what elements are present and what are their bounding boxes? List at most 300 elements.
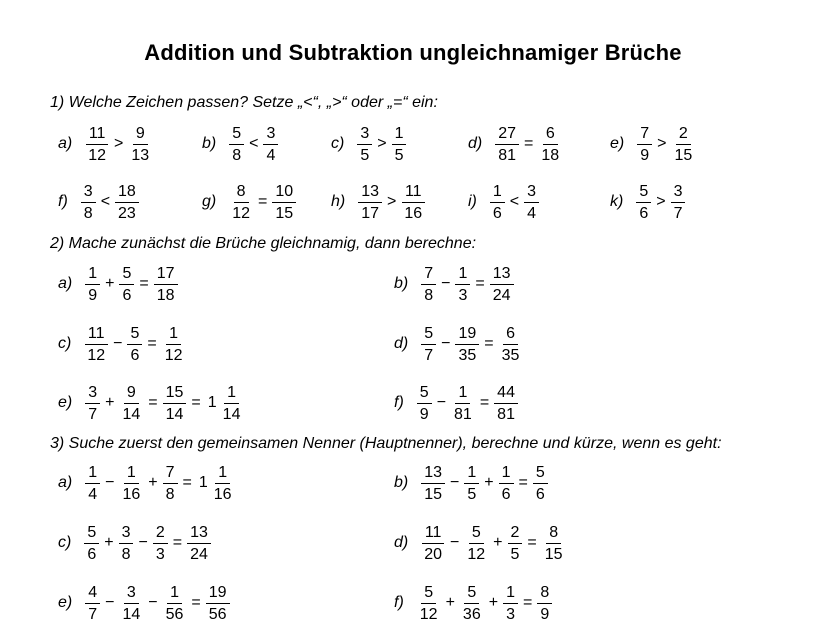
task-1-prompt: 1) Welche Zeichen passen? Setze „<“, „>“ oder „=“ ein: xyxy=(50,94,438,111)
operator-sign: − xyxy=(105,594,115,611)
fraction-denominator: 3 xyxy=(506,605,515,623)
fraction-numerator: 5 xyxy=(119,264,134,285)
q2-item-d xyxy=(394,322,523,366)
fraction-numerator: 5 xyxy=(421,324,436,345)
fraction-denominator: 5 xyxy=(510,545,520,563)
operator-sign: = xyxy=(148,394,158,411)
fraction-denominator: 15 xyxy=(544,545,563,563)
operator-sign: < xyxy=(100,193,111,210)
fraction xyxy=(263,124,278,165)
fraction-denominator: 12 xyxy=(164,346,183,364)
fraction-expression xyxy=(420,463,549,504)
fraction-denominator: 9 xyxy=(540,605,550,623)
fraction-numerator: 5 xyxy=(533,463,548,484)
fraction xyxy=(464,463,479,504)
fraction-numerator: 10 xyxy=(272,182,296,203)
fraction xyxy=(455,324,479,365)
fraction xyxy=(499,324,523,365)
operator-sign: = xyxy=(139,275,149,292)
fraction xyxy=(127,324,142,365)
fraction xyxy=(163,463,178,504)
fraction-denominator: 18 xyxy=(156,286,175,304)
fraction-numerator: 1 xyxy=(392,124,407,145)
fraction xyxy=(533,463,548,504)
fraction-denominator: 6 xyxy=(492,204,502,222)
fraction xyxy=(357,124,372,165)
fraction-denominator: 8 xyxy=(165,485,175,503)
fraction-numerator: 11 xyxy=(402,182,425,203)
fraction xyxy=(85,264,100,305)
operator-sign: = xyxy=(522,594,533,611)
fraction-denominator: 15 xyxy=(424,485,443,503)
fraction xyxy=(455,264,470,305)
fraction xyxy=(495,124,519,165)
fraction-expression xyxy=(420,324,523,365)
fraction-numerator: 1 xyxy=(455,264,470,285)
fraction-numerator: 11 xyxy=(422,523,445,544)
q1-item-d xyxy=(468,122,563,166)
fraction-numerator: 8 xyxy=(537,583,552,604)
task-2-prompt: 2) Mache zunächst die Brüche gleichnamig, dann berechne: xyxy=(50,235,477,252)
q1-item-g xyxy=(202,180,297,224)
item-label: b) xyxy=(202,135,217,152)
q2-item-c xyxy=(58,322,187,366)
fraction-denominator: 14 xyxy=(122,605,141,623)
operator-sign: − xyxy=(441,275,451,292)
fraction-denominator: 14 xyxy=(222,405,241,423)
fraction-denominator: 12 xyxy=(87,346,106,364)
operator-sign: − xyxy=(148,594,158,611)
operator-sign: + xyxy=(105,394,115,411)
fraction-numerator: 8 xyxy=(546,523,561,544)
fraction-denominator: 23 xyxy=(118,204,136,222)
fraction-denominator: 12 xyxy=(232,204,251,222)
fraction xyxy=(392,124,407,165)
q3-item-d xyxy=(394,521,567,565)
fraction xyxy=(417,583,441,624)
fraction xyxy=(128,124,152,165)
q2-item-e xyxy=(58,381,244,425)
fraction-numerator: 9 xyxy=(124,383,139,404)
fraction xyxy=(81,182,96,223)
item-label: i) xyxy=(468,193,477,210)
fraction xyxy=(163,583,187,624)
operator-sign: − xyxy=(138,534,148,551)
fraction-numerator: 18 xyxy=(115,182,139,203)
fraction-numerator: 13 xyxy=(187,523,211,544)
fraction-expression xyxy=(84,463,235,504)
fraction xyxy=(220,383,244,424)
fraction-denominator: 17 xyxy=(361,204,380,222)
fraction-numerator: 5 xyxy=(84,523,99,544)
fraction-numerator: 2 xyxy=(508,523,523,544)
q1-item-i xyxy=(468,180,540,224)
fraction xyxy=(417,383,432,424)
fraction-denominator: 24 xyxy=(492,286,511,304)
item-label: a) xyxy=(58,275,73,292)
fraction-denominator: 6 xyxy=(501,485,511,503)
fraction-numerator: 5 xyxy=(636,182,651,203)
fraction xyxy=(85,383,100,424)
fraction-expression xyxy=(84,383,244,424)
fraction-denominator: 6 xyxy=(535,485,545,503)
operator-sign: = xyxy=(182,474,192,491)
operator-sign: − xyxy=(105,474,115,491)
fraction-expression xyxy=(356,124,407,165)
fraction-numerator: 11 xyxy=(85,324,108,345)
q1-item-a xyxy=(58,122,153,166)
item-label: f) xyxy=(394,394,404,411)
fraction xyxy=(84,324,108,365)
fraction-denominator: 7 xyxy=(88,605,98,623)
fraction xyxy=(490,264,514,305)
fraction-numerator: 15 xyxy=(163,383,187,404)
fraction-denominator: 6 xyxy=(122,286,132,304)
fraction xyxy=(451,383,475,424)
fraction-denominator: 4 xyxy=(266,146,276,164)
fraction xyxy=(206,583,230,624)
item-label: d) xyxy=(394,534,409,551)
fraction-denominator: 5 xyxy=(394,146,404,164)
fraction-numerator: 5 xyxy=(421,583,436,604)
operator-sign: + xyxy=(148,474,158,491)
fraction xyxy=(115,182,139,223)
operator-sign: = xyxy=(479,394,490,411)
fraction-numerator: 3 xyxy=(81,182,96,203)
fraction xyxy=(229,182,253,223)
q2-item-b xyxy=(394,262,515,306)
fraction-expression xyxy=(84,583,230,624)
operator-sign: > xyxy=(657,135,667,152)
item-label: e) xyxy=(58,594,73,611)
fraction xyxy=(229,124,244,165)
fraction xyxy=(272,182,296,223)
worksheet-title: Addition und Subtraktion ungleichnamiger Brüche xyxy=(144,40,682,65)
fraction-numerator: 17 xyxy=(154,264,178,285)
fraction-numerator: 5 xyxy=(464,583,479,604)
q2-item-f xyxy=(394,381,519,425)
fraction-numerator: 13 xyxy=(490,264,514,285)
fraction-numerator: 6 xyxy=(543,124,558,145)
operator-sign: = xyxy=(258,193,268,210)
fraction-denominator: 8 xyxy=(232,146,242,164)
operator-sign: − xyxy=(450,474,460,491)
fraction xyxy=(162,324,186,365)
fraction-numerator: 3 xyxy=(671,182,686,203)
item-label: d) xyxy=(394,335,409,352)
fraction-denominator: 4 xyxy=(527,204,537,222)
item-label: c) xyxy=(58,534,72,551)
operator-sign: > xyxy=(377,135,387,152)
fraction-numerator: 19 xyxy=(455,324,479,345)
fraction xyxy=(524,182,539,223)
fraction-denominator: 15 xyxy=(275,204,294,222)
operator-sign: = xyxy=(147,335,157,352)
operator-sign: > xyxy=(656,193,666,210)
fraction-denominator: 8 xyxy=(83,204,93,222)
fraction-numerator: 5 xyxy=(469,523,484,544)
fraction xyxy=(460,583,484,624)
fraction-denominator: 56 xyxy=(208,605,227,623)
fraction xyxy=(499,463,514,504)
fraction-denominator: 8 xyxy=(121,545,131,563)
fraction-expression xyxy=(416,583,553,624)
fraction-expression xyxy=(83,324,186,365)
fraction xyxy=(671,182,686,223)
fraction-denominator: 56 xyxy=(165,605,184,623)
fraction-numerator: 44 xyxy=(494,383,518,404)
operator-sign: = xyxy=(191,594,201,611)
fraction-numerator: 4 xyxy=(85,583,100,604)
fraction-numerator: 8 xyxy=(234,182,249,203)
fraction-denominator: 7 xyxy=(88,405,98,423)
fraction-denominator: 35 xyxy=(501,346,520,364)
fraction-denominator: 36 xyxy=(462,605,481,623)
whole-number: 1 xyxy=(198,474,208,491)
q3-item-b xyxy=(394,461,549,505)
q2-item-a xyxy=(58,262,179,306)
fraction-numerator: 1 xyxy=(167,583,182,604)
fraction-numerator: 1 xyxy=(503,583,518,604)
fraction-expression xyxy=(84,124,153,165)
item-label: g) xyxy=(202,193,217,210)
operator-sign: + xyxy=(445,594,455,611)
fraction xyxy=(211,463,235,504)
fraction-denominator: 5 xyxy=(467,485,477,503)
fraction-numerator: 1 xyxy=(490,182,505,203)
operator-sign: + xyxy=(493,534,503,551)
fraction xyxy=(637,124,652,165)
fraction-numerator: 9 xyxy=(133,124,148,145)
item-label: f) xyxy=(58,193,68,210)
fraction-denominator: 8 xyxy=(424,286,434,304)
q3-item-c xyxy=(58,521,212,565)
fraction-denominator: 13 xyxy=(131,146,150,164)
fraction-denominator: 7 xyxy=(673,204,683,222)
fraction-denominator: 16 xyxy=(122,485,141,503)
fraction-denominator: 14 xyxy=(165,405,184,423)
fraction-denominator: 81 xyxy=(498,146,517,164)
fraction-numerator: 7 xyxy=(421,264,436,285)
fraction-denominator: 81 xyxy=(497,405,515,423)
fraction xyxy=(421,463,445,504)
q1-item-h xyxy=(331,180,426,224)
fraction-denominator: 24 xyxy=(190,545,208,563)
fraction-expression xyxy=(420,523,566,564)
fraction-denominator: 12 xyxy=(88,146,107,164)
fraction-denominator: 12 xyxy=(419,605,438,623)
fraction-expression xyxy=(636,124,696,165)
operator-sign: < xyxy=(509,193,520,210)
fraction-numerator: 3 xyxy=(524,182,539,203)
operator-sign: > xyxy=(387,193,397,210)
fraction xyxy=(163,383,187,424)
fraction-numerator: 5 xyxy=(127,324,142,345)
fraction-denominator: 9 xyxy=(419,405,429,423)
fraction-denominator: 9 xyxy=(88,286,98,304)
fraction xyxy=(119,583,143,624)
fraction-expression xyxy=(420,264,514,305)
item-label: b) xyxy=(394,275,409,292)
fraction-expression xyxy=(635,182,686,223)
operator-sign: = xyxy=(527,534,537,551)
fraction-denominator: 18 xyxy=(541,146,560,164)
fraction xyxy=(503,583,518,624)
fraction-numerator: 5 xyxy=(417,383,432,404)
q3-item-a xyxy=(58,461,236,505)
fraction-numerator: 1 xyxy=(464,463,479,484)
fraction-expression xyxy=(228,124,279,165)
item-label: a) xyxy=(58,474,73,491)
fraction-numerator: 11 xyxy=(86,124,109,145)
fraction-numerator: 13 xyxy=(421,463,445,484)
item-label: e) xyxy=(58,394,73,411)
fraction xyxy=(671,124,695,165)
fraction xyxy=(119,383,143,424)
fraction-numerator: 3 xyxy=(85,383,100,404)
fraction-numerator: 1 xyxy=(224,383,239,404)
item-label: d) xyxy=(468,135,483,152)
item-label: f) xyxy=(394,594,404,611)
item-label: b) xyxy=(394,474,409,491)
operator-sign: − xyxy=(450,534,460,551)
q3-item-e xyxy=(58,581,231,625)
fraction xyxy=(542,523,566,564)
fraction-numerator: 13 xyxy=(358,182,382,203)
fraction-expression xyxy=(357,182,426,223)
fraction-expression xyxy=(80,182,140,223)
operator-sign: = xyxy=(172,534,183,551)
operator-sign: − xyxy=(113,335,123,352)
fraction xyxy=(187,523,211,564)
item-label: k) xyxy=(610,193,624,210)
fraction-denominator: 5 xyxy=(360,146,370,164)
operator-sign: = xyxy=(484,335,494,352)
operator-sign: + xyxy=(488,594,499,611)
fraction-expression xyxy=(83,523,212,564)
item-label: c) xyxy=(331,135,345,152)
fraction xyxy=(494,383,518,424)
operator-sign: + xyxy=(484,474,494,491)
fraction xyxy=(84,523,99,564)
fraction-numerator: 3 xyxy=(124,583,139,604)
q1-item-b xyxy=(202,122,279,166)
operator-sign: = xyxy=(191,394,201,411)
fraction xyxy=(85,583,100,624)
fraction xyxy=(464,523,488,564)
fraction-numerator: 5 xyxy=(229,124,244,145)
operator-sign: − xyxy=(441,335,451,352)
fraction-expression xyxy=(84,264,178,305)
fraction-numerator: 27 xyxy=(495,124,519,145)
fraction-numerator: 2 xyxy=(153,523,168,544)
fraction-numerator: 1 xyxy=(166,324,181,345)
fraction xyxy=(490,182,505,223)
fraction xyxy=(119,463,143,504)
whole-number: 1 xyxy=(207,394,217,411)
operator-sign: > xyxy=(114,135,124,152)
q1-item-c xyxy=(331,122,407,166)
fraction-numerator: 1 xyxy=(85,264,100,285)
fraction xyxy=(508,523,523,564)
fraction xyxy=(358,182,382,223)
fraction-denominator: 6 xyxy=(639,204,649,222)
operator-sign: = xyxy=(518,474,528,491)
fraction-numerator: 3 xyxy=(357,124,372,145)
operator-sign: + xyxy=(104,534,114,551)
fraction-numerator: 3 xyxy=(263,124,278,145)
fraction-denominator: 12 xyxy=(467,545,486,563)
fraction-denominator: 6 xyxy=(130,346,140,364)
fraction xyxy=(119,523,134,564)
fraction-denominator: 4 xyxy=(88,485,98,503)
fraction-expression xyxy=(416,383,519,424)
operator-sign: < xyxy=(249,135,259,152)
fraction xyxy=(421,523,445,564)
fraction-denominator: 6 xyxy=(87,545,97,563)
fraction xyxy=(537,583,552,624)
fraction-numerator: 19 xyxy=(206,583,230,604)
fraction-denominator: 81 xyxy=(454,405,472,423)
fraction xyxy=(421,324,436,365)
fraction-denominator: 7 xyxy=(424,346,434,364)
item-label: a) xyxy=(58,135,73,152)
fraction-numerator: 1 xyxy=(215,463,230,484)
fraction xyxy=(85,124,109,165)
fraction xyxy=(538,124,562,165)
fraction-numerator: 1 xyxy=(124,463,139,484)
fraction xyxy=(636,182,651,223)
operator-sign: − xyxy=(436,394,447,411)
fraction-numerator: 6 xyxy=(503,324,518,345)
fraction-numerator: 1 xyxy=(455,383,470,404)
fraction-denominator: 9 xyxy=(640,146,650,164)
fraction xyxy=(119,264,134,305)
fraction-denominator: 3 xyxy=(155,545,165,563)
item-label: c) xyxy=(58,335,72,352)
fraction-numerator: 3 xyxy=(119,523,134,544)
fraction-expression xyxy=(489,182,540,223)
fraction xyxy=(421,264,436,305)
fraction-numerator: 2 xyxy=(676,124,691,145)
fraction-numerator: 1 xyxy=(85,463,100,484)
fraction-expression xyxy=(228,182,297,223)
fraction-numerator: 1 xyxy=(499,463,514,484)
operator-sign: = xyxy=(524,135,534,152)
q1-item-e xyxy=(610,122,696,166)
item-label: e) xyxy=(610,135,625,152)
q3-item-f xyxy=(394,581,553,625)
item-label: h) xyxy=(331,193,346,210)
fraction-denominator: 3 xyxy=(458,286,468,304)
fraction xyxy=(154,264,178,305)
fraction-denominator: 14 xyxy=(122,405,141,423)
fraction-expression xyxy=(494,124,563,165)
fraction-numerator: 7 xyxy=(637,124,652,145)
fraction xyxy=(153,523,168,564)
fraction-denominator: 35 xyxy=(458,346,477,364)
fraction-denominator: 16 xyxy=(404,204,423,222)
fraction-denominator: 15 xyxy=(674,146,693,164)
fraction xyxy=(85,463,100,504)
task-3-prompt: 3) Suche zuerst den gemeinsamen Nenner (Hauptnenner), berechne und kürze, wenn es geht: xyxy=(50,435,722,452)
operator-sign: + xyxy=(105,275,115,292)
fraction xyxy=(401,182,425,223)
fraction-numerator: 7 xyxy=(163,463,178,484)
operator-sign: = xyxy=(475,275,485,292)
q1-item-k xyxy=(610,180,686,224)
fraction-denominator: 16 xyxy=(213,485,232,503)
